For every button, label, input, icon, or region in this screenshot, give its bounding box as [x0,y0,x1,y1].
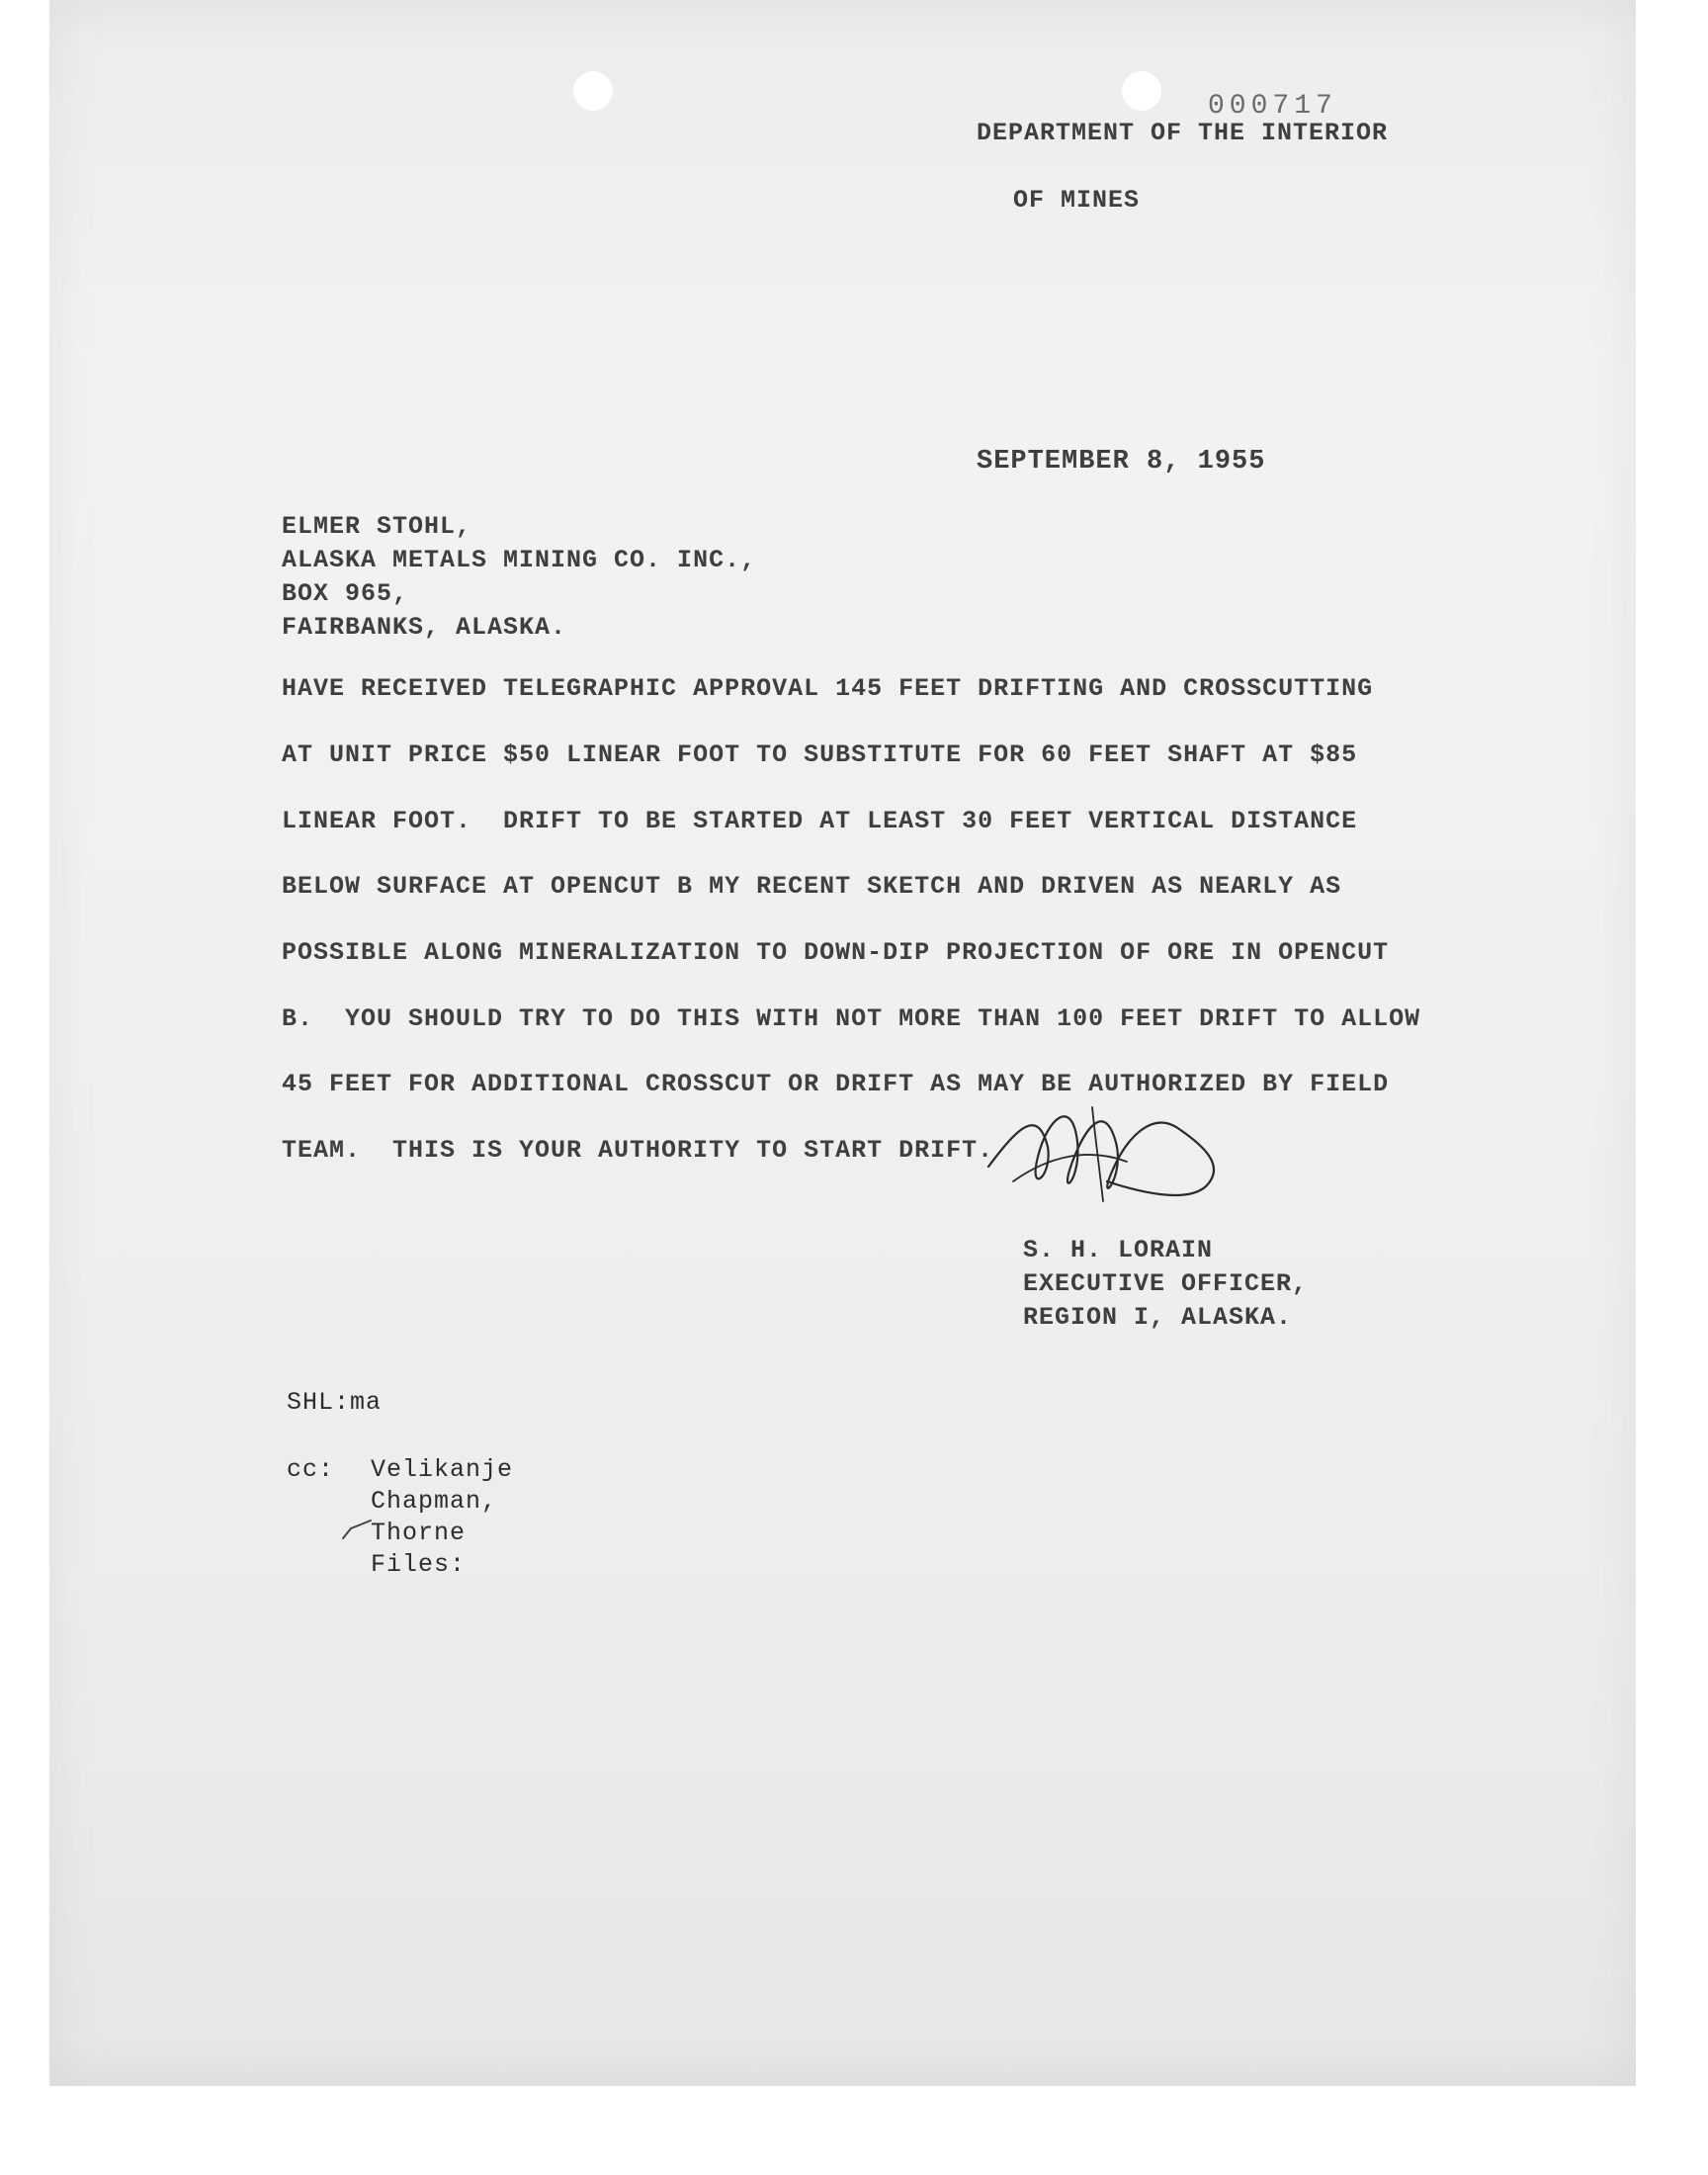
letter-date: SEPTEMBER 8, 1955 [977,447,1266,477]
header-bureau: OF MINES [1013,186,1141,215]
signer-name: S. H. LORAIN [1023,1236,1214,1264]
addressee-city: FAIRBANKS, ALASKA. [282,613,567,642]
reference-initials: SHL:ma [287,1388,383,1417]
punch-hole-right [1122,71,1161,111]
handwritten-signature [979,1088,1245,1216]
body-line-8: TEAM. THIS IS YOUR AUTHORITY TO START DRIFT. [282,1136,994,1165]
addressee-company: ALASKA METALS MINING CO. INC., [282,546,757,574]
body-line-4: BELOW SURFACE AT OPENCUT B MY RECENT SKETCH AND DRIVEN AS NEARLY AS [282,872,1342,901]
cc-label: cc: [287,1455,335,1484]
body-line-6: B. YOU SHOULD TRY TO DO THIS WITH NOT MORE THAN 100 FEET DRIFT TO ALLOW [282,1004,1421,1033]
body-line-5: POSSIBLE ALONG MINERALIZATION TO DOWN-DIP PROJECTION OF ORE IN OPENCUT [282,938,1390,967]
body-line-2: AT UNIT PRICE $50 LINEAR FOOT TO SUBSTITUTE FOR 60 FEET SHAFT AT $85 [282,740,1358,769]
body-line-3: LINEAR FOOT. DRIFT TO BE STARTED AT LEAST 30 FEET VERTICAL DISTANCE [282,807,1358,835]
header-department: DEPARTMENT OF THE INTERIOR [977,119,1389,147]
body-line-7: 45 FEET FOR ADDITIONAL CROSSCUT OR DRIFT AS MAY BE AUTHORIZED BY FIELD [282,1070,1390,1098]
signer-title: EXECUTIVE OFFICER, [1023,1269,1309,1298]
signer-region: REGION I, ALASKA. [1023,1303,1293,1332]
addressee-name: ELMER STOHL, [282,512,472,541]
stamp-number: 000717 [1208,91,1337,122]
cc-recipient-1: Velikanje [371,1455,514,1484]
cc-recipient-4: Files: [371,1550,467,1579]
check-mark-icon [341,1517,375,1546]
body-line-1: HAVE RECEIVED TELEGRAPHIC APPROVAL 145 FEET DRIFTING AND CROSSCUTTING [282,674,1374,703]
cc-recipient-3: Thorne [371,1519,467,1547]
scanned-page [49,0,1636,2086]
punch-hole-left [573,71,613,111]
cc-recipient-2: Chapman, [371,1487,498,1516]
page-bottom-margin [0,2086,1708,2175]
addressee-box: BOX 965, [282,579,409,608]
